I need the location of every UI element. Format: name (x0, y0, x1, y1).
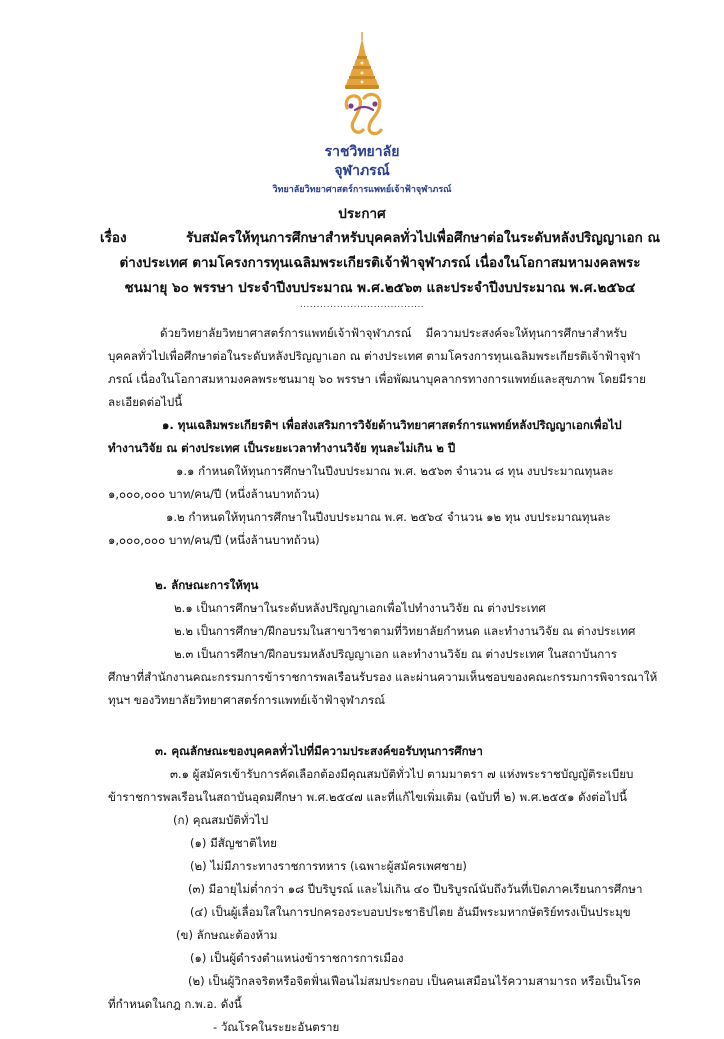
prohibition-item: (๑) เป็นผู้ดำรงตำแหน่งข้าราชการการเมือง (190, 951, 404, 965)
intro-line: ละเอียดต่อไปนี้ (108, 395, 183, 409)
subject-label: เรื่อง (100, 230, 127, 246)
subject-line-2: ต่างประเทศ ตามโครงการทุนเฉลิมพระเกียรติเจ้าฟ้าจุฬาภรณ์ เนื่องในโอกาสมหามงคลพระ (119, 255, 641, 271)
intro-line-1b: มีความประสงค์จะให้ทุนการศึกษาสำหรับ (425, 326, 627, 340)
college-logo (0, 30, 724, 196)
logo-subtitle: วิทยาลัยวิทยาศาสตร์การแพทย์เจ้าฟ้าจุฬาภรณ์ (272, 185, 452, 195)
qualification-item: (๑) มีสัญชาติไทย (190, 836, 277, 850)
logo-name-line1: ราชวิทยาลัย (324, 144, 400, 160)
announcement-title: ประกาศ (338, 206, 386, 222)
crown-emblem-icon (317, 30, 407, 142)
sub-heading-general: (ก) คุณสมบัติทั่วไป (173, 813, 269, 827)
section-1-line: ทำงานวิจัย ณ ต่างประเทศ เป็นระยะเวลาทำงานวิจัย ทุนละไม่เกิน ๒ ปี (108, 441, 456, 455)
item-1-1: ๑.๑ กำหนดให้ทุนการศึกษาในปีงบประมาณ พ.ศ. ๒๕๖๓ จำนวน ๘ ทุน งบประมาณทุนละ (176, 464, 614, 478)
section-3-heading: ๓. คุณลักษณะของบุคคลทั่วไปที่มีความประสงค์ขอรับทุนการศึกษา (155, 744, 483, 758)
item-2-2: ๒.๒ เป็นการศึกษา/ฝึกอบรมในสาขาวิชาตามที่วิทยาลัยกำหนด และทำงานวิจัย ณ ต่างประเทศ (174, 624, 636, 638)
item-1-1-cont: ๑,๐๐๐,๐๐๐ บาท/คน/ปี (หนึ่งล้านบาทถ้วน) (108, 487, 320, 501)
item-2-1: ๒.๑ เป็นการศึกษาในระดับหลังปริญญาเอกเพื่อไปทำงานวิจัย ณ ต่างประเทศ (174, 601, 546, 615)
section-2-heading: ๒. ลักษณะการให้ทุน (155, 578, 259, 592)
qualification-item: (๓) มีอายุไม่ต่ำกว่า ๑๘ ปีบริบูรณ์ และไม่เกิน ๔๐ ปีบริบูรณ์นับถึงวันที่เปิดภาคเรียนการศึกษา (188, 882, 643, 896)
section-1-heading: ๑. ทุนเฉลิมพระเกียรติฯ เพื่อส่งเสริมการวิจัยด้านวิทยาศาสตร์การแพทย์หลังปริญญาเอกเพื่อไป (162, 418, 622, 432)
intro-line: บุคคลทั่วไปเพื่อศึกษาต่อในระดับหลังปริญญาเอก ณ ต่างประเทศ ตามโครงการทุนเฉลิมพระเกียรติเจ้าฟ้าจุฬา (108, 349, 641, 363)
prohibition-item: (๒) เป็นผู้วิกลจริตหรือจิตฟั่นเฟือนไม่สมประกอบ เป็นคนเสมือนไร้ความสามารถ หรือเป็นโรค (188, 974, 641, 988)
item-3-1: ๓.๑ ผู้สมัครเข้ารับการคัดเลือกต้องมีคุณสมบัติทั่วไป ตามมาตรา ๗ แห่งพระราชบัญญัติระเบียบ (170, 767, 634, 781)
logo-name-line2: จุฬาภรณ์ (334, 163, 390, 179)
announcement-subject (100, 226, 660, 301)
prohibition-item-cont: ที่กำหนดในกฎ ก.พ.อ. ดังนี้ (108, 997, 242, 1011)
item-3-1-cont: ข้าราชการพลเรือนในสถาบันอุดมศึกษา พ.ศ.๒๕๔๗ และที่แก้ไขเพิ่มเติม (ฉบับที่ ๒) พ.ศ.๒๕๕๑ ดังต่อไปนี้ (108, 790, 627, 804)
item-1-2-cont: ๑,๐๐๐,๐๐๐ บาท/คน/ปี (หนึ่งล้านบาทถ้วน) (108, 533, 320, 547)
item-2-3: ๒.๓ เป็นการศึกษา/ฝึกอบรมหลังปริญญาเอก และทำงานวิจัย ณ ต่างประเทศ ในสถาบันการ (174, 647, 617, 661)
intro-line-1a: ด้วยวิทยาลัยวิทยาศาสตร์การแพทย์เจ้าฟ้าจุฬาภรณ์ (160, 326, 412, 340)
document-body (0, 322, 724, 1039)
item-2-3-cont: ทุนฯ ของวิทยาลัยวิทยาศาสตร์การแพทย์เจ้าฟ้าจุฬาภรณ์ (108, 693, 385, 707)
intro-line (160, 322, 627, 345)
qualification-item: (๒) ไม่มีภาระทางราชการทหาร (เฉพาะผู้สมัครเพศชาย) (190, 859, 467, 873)
subject-line-3: ชนมายุ ๖๐ พรรษา ประจำปีงบประมาณ พ.ศ.๒๕๖๓ และประจำปีงบประมาณ พ.ศ.๒๕๖๔ (124, 280, 636, 296)
subject-line-1: รับสมัครให้ทุนการศึกษาสำหรับบุคคลทั่วไปเพื่อศึกษาต่อในระดับหลังปริญญาเอก ณ (185, 230, 660, 246)
sub-heading-prohibited: (ข) ลักษณะต้องห้าม (176, 928, 278, 942)
disease-bullet: - วัณโรคในระยะอันตราย (213, 1020, 340, 1034)
item-1-2: ๑.๒ กำหนดให้ทุนการศึกษาในปีงบประมาณ พ.ศ. ๒๕๖๔ จำนวน ๑๒ ทุน งบประมาณทุนละ (166, 510, 611, 524)
item-2-3-cont: ศึกษาที่สำนักงานคณะกรรมการข้าราชการพลเรือนรับรอง และผ่านความเห็นชอบของคณะกรรมการพิจารณาให้ (108, 670, 658, 684)
qualification-item: (๔) เป็นผู้เลื่อมใสในการปกครองระบอบประชาธิปไตย อันมีพระมหากษัตริย์ทรงเป็นประมุข (190, 905, 631, 919)
title-divider: ..................................... (299, 300, 425, 310)
intro-line: ภรณ์ เนื่องในโอกาสมหามงคลพระชนมายุ ๖๐ พรรษา เพื่อพัฒนาบุคลากรทางการแพทย์และสุขภาพ โดยมีราย (108, 372, 646, 386)
